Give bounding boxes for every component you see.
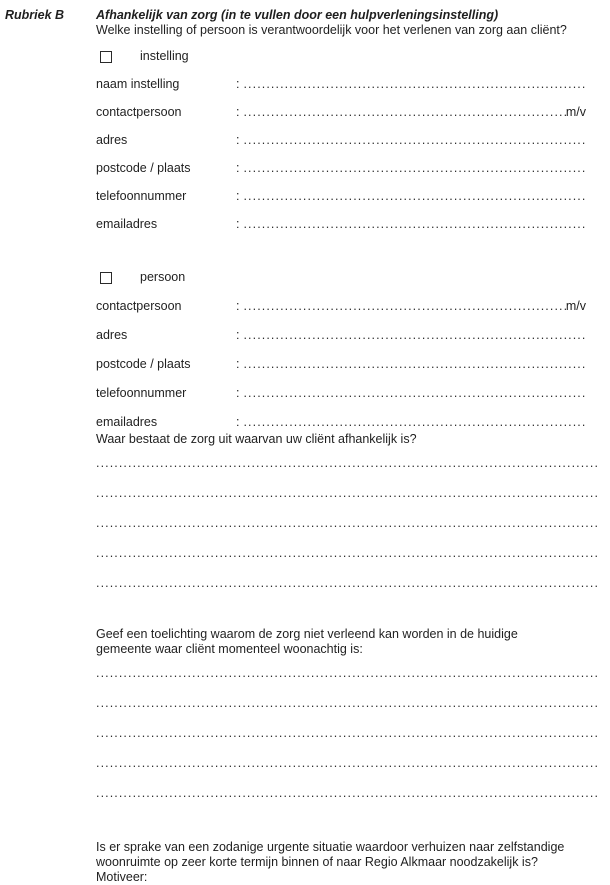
instelling-section bbox=[96, 49, 600, 232]
field-separator: : bbox=[236, 189, 240, 203]
field-row-adres bbox=[96, 133, 600, 148]
form-header bbox=[5, 8, 600, 38]
instelling-checkbox-row bbox=[96, 49, 600, 64]
field-label: telefoonnummer bbox=[96, 386, 187, 400]
field-row-naam-instelling bbox=[96, 77, 600, 92]
write-in-line[interactable] bbox=[243, 161, 586, 176]
write-in-line[interactable] bbox=[243, 386, 586, 401]
field-suffix: m/v bbox=[565, 299, 586, 313]
field-label: postcode / plaats bbox=[96, 161, 191, 175]
field-suffix bbox=[586, 217, 600, 232]
question-text: Geef een toelichting waarom de zorg niet verleend kan worden in de huidige bbox=[96, 627, 518, 641]
question-urgentie bbox=[96, 840, 600, 885]
question-text: Is er sprake van een zodanige urgente situatie waardoor verhuizen naar zelfstandige bbox=[96, 840, 565, 854]
write-in-line[interactable] bbox=[243, 77, 586, 92]
field-row-emailadres bbox=[96, 415, 600, 430]
answer-line[interactable] bbox=[96, 777, 600, 807]
field-label: emailadres bbox=[96, 217, 158, 231]
field-row-telefoonnummer bbox=[96, 386, 600, 401]
answer-line[interactable] bbox=[96, 717, 600, 747]
field-separator: : bbox=[236, 415, 240, 429]
write-in-line[interactable] bbox=[243, 217, 586, 232]
field-separator: : bbox=[236, 133, 240, 147]
field-suffix bbox=[586, 386, 600, 401]
intro-question: Welke instelling of persoon is verantwoordelijk voor het verlenen van zorg aan cliënt? bbox=[96, 23, 567, 37]
field-separator: : bbox=[236, 217, 240, 231]
answer-line[interactable] bbox=[96, 567, 600, 597]
rubriek-label: Rubriek B bbox=[5, 8, 65, 22]
persoon-section bbox=[96, 270, 600, 430]
answer-line[interactable] bbox=[96, 477, 600, 507]
field-separator: : bbox=[236, 77, 240, 91]
field-row-adres bbox=[96, 328, 600, 343]
field-label: adres bbox=[96, 133, 128, 147]
field-label: postcode / plaats bbox=[96, 357, 191, 371]
answer-line[interactable] bbox=[96, 687, 600, 717]
write-in-line[interactable] bbox=[243, 357, 586, 372]
field-suffix bbox=[586, 189, 600, 204]
field-suffix bbox=[586, 328, 600, 343]
field-suffix: m/v bbox=[565, 105, 586, 119]
answer-area-toelichting bbox=[96, 657, 600, 807]
field-suffix bbox=[586, 133, 600, 148]
field-label: telefoonnummer bbox=[96, 189, 187, 203]
question-text: Motiveer: bbox=[96, 870, 148, 884]
field-suffix bbox=[586, 161, 600, 176]
answer-line[interactable] bbox=[96, 747, 600, 777]
question-zorg-inhoud bbox=[96, 432, 600, 447]
question-text: Waar bestaat de zorg uit waarvan uw cliënt afhankelijk is? bbox=[96, 432, 417, 446]
field-row-telefoonnummer bbox=[96, 189, 600, 204]
question-text: gemeente waar cliënt momenteel woonachtig is: bbox=[96, 642, 363, 656]
field-separator: : bbox=[236, 299, 240, 313]
section-title: Afhankelijk van zorg (in te vullen door een hulpverleningsinstelling) bbox=[96, 8, 499, 22]
answer-line[interactable] bbox=[96, 537, 600, 567]
write-in-line[interactable] bbox=[243, 328, 586, 343]
persoon-checkbox[interactable] bbox=[100, 272, 112, 284]
field-label: contactpersoon bbox=[96, 299, 182, 313]
write-in-line[interactable] bbox=[243, 299, 565, 314]
field-label: contactpersoon bbox=[96, 105, 182, 119]
field-suffix bbox=[586, 415, 600, 430]
write-in-line[interactable] bbox=[243, 189, 586, 204]
answer-area-zorg-inhoud bbox=[96, 447, 600, 597]
field-label: naam instelling bbox=[96, 77, 180, 91]
field-label: emailadres bbox=[96, 415, 158, 429]
instelling-checkbox-label: instelling bbox=[140, 49, 189, 63]
question-toelichting bbox=[96, 627, 600, 657]
field-label: adres bbox=[96, 328, 128, 342]
field-separator: : bbox=[236, 328, 240, 342]
answer-line[interactable] bbox=[96, 657, 600, 687]
field-row-emailadres bbox=[96, 217, 600, 232]
write-in-line[interactable] bbox=[243, 415, 586, 430]
field-row-contactpersoon bbox=[96, 105, 600, 120]
answer-line[interactable] bbox=[96, 507, 600, 537]
question-text: woonruimte op zeer korte termijn binnen of naar Regio Alkmaar noodzakelijk is? bbox=[96, 855, 538, 869]
field-suffix bbox=[586, 77, 600, 92]
field-suffix bbox=[586, 357, 600, 372]
field-separator: : bbox=[236, 357, 240, 371]
persoon-checkbox-label: persoon bbox=[140, 270, 186, 284]
field-separator: : bbox=[236, 386, 240, 400]
write-in-line[interactable] bbox=[243, 133, 586, 148]
write-in-line[interactable] bbox=[243, 105, 565, 120]
instelling-checkbox[interactable] bbox=[100, 51, 112, 63]
persoon-checkbox-row bbox=[96, 270, 600, 285]
field-row-postcode-plaats bbox=[96, 357, 600, 372]
answer-line[interactable] bbox=[96, 447, 600, 477]
field-separator: : bbox=[236, 105, 240, 119]
field-separator: : bbox=[236, 161, 240, 175]
field-row-contactpersoon bbox=[96, 299, 600, 314]
field-row-postcode-plaats bbox=[96, 161, 600, 176]
